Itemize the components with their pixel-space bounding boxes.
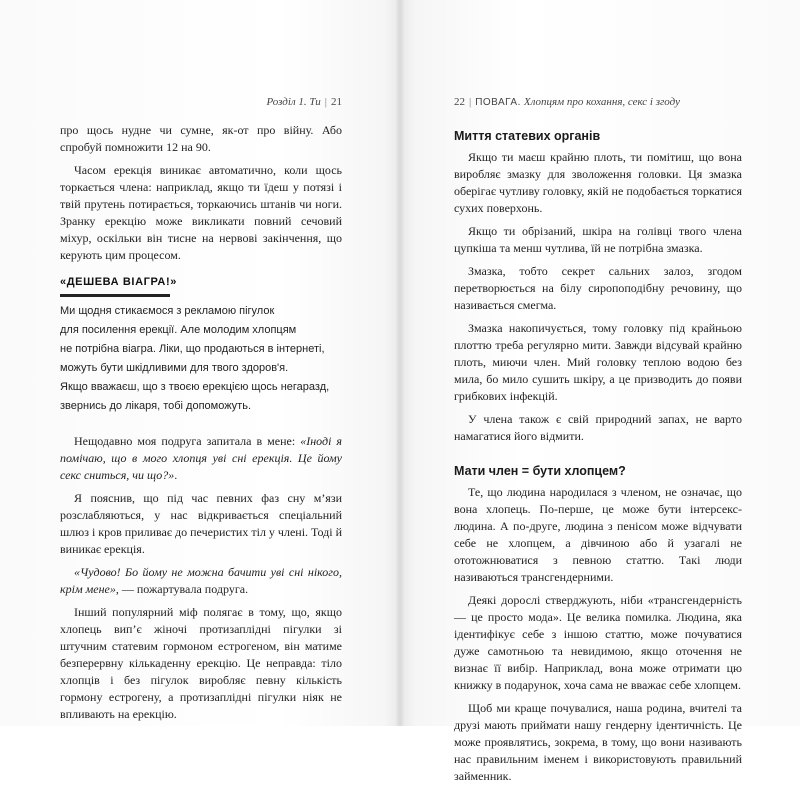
left-page-number: 21 — [331, 96, 342, 108]
text-run: . — [174, 468, 178, 482]
left-page — [0, 0, 400, 726]
sidebar-line: звернись до лікаря, тобі допоможуть. — [60, 400, 252, 412]
right-page — [400, 0, 800, 783]
right-running-section: ПОВАГА. — [475, 97, 521, 108]
paragraph: Якщо ти маєш крайню плоть, ти помітиш, що вона виробляє змазку для зволоження головки. Ця змазка оберігає чутливу головку, якій не подобається торкатися сухих поверхонь. — [454, 150, 742, 215]
paragraph: про щось нудне чи сумне, як-от про війну. Або спробуй помножити 12 на 90. — [60, 123, 342, 154]
sidebar-line: можуть бути шкідливими для твого здоров'я. — [60, 362, 289, 374]
paragraph: У члена також є свій природний запах, не варто намагатися його відмити. — [454, 412, 742, 443]
italic-quote: «Чудово! Бо йому не можна бачити уві сні нікого, крім мене» — [60, 565, 342, 596]
right-running-title: Хлопцям про кохання, секс і згоду — [523, 96, 680, 108]
italic-quote: «Іноді я помічаю, що в мого хлопця уві сні ерекція. Це йому секс сниться, чи що?» — [60, 434, 342, 482]
sidebar-line: не потрібна віагра. Ліки, що продаються в інтернеті, — [60, 343, 325, 355]
left-text-column — [60, 122, 342, 729]
paragraph: Змазка накопичується, тому головку під крайньою плоттю треба регулярно мити. Завжди відсувай крайню плоть, миючи член. Мий головку теплою водою без мила, бо мило сушить шкіру, а це призводить до появи грибкових інфекцій. — [454, 321, 742, 403]
paragraph: Змазка, тобто секрет сальних залоз, згодом перетворюється на білу сиропоподібну речовину, що називається смегма. — [454, 264, 742, 312]
sidebar-line: Якщо вважаєш, що з твоєю ерекцією щось негаразд, — [60, 381, 330, 393]
text-run: Нещодавно моя подруга запитала в мене: — [74, 434, 301, 448]
paragraph: Інший популярний міф полягає в тому, що, якщо хлопець вип’є жіночі протизаплідні пігулки зі штучним статевим гормоном естрогеном, він матиме безперервну кількаденну ерекцію. Це неправда: тіло хлопців і без пігулок виробляє певну кількість гормону естрогену, а протизаплідні пігулки ніяк не впливають на ерекцію. — [60, 605, 342, 721]
section-heading-identity: Мати член = бути хлопцем? — [454, 464, 626, 478]
left-running-head — [266, 96, 342, 108]
section-heading-hygiene: Миття статевих органів — [454, 129, 601, 143]
right-page-number: 22 — [454, 96, 465, 108]
paragraph: Щоб ми краще почувалися, наша родина, вчителі та друзі мають приймати нашу гендерну ідентичність. Це може проявлятись, зокрема, в тому, що вони називають нас правильним іменем і використовують правильний займенник. — [454, 701, 742, 783]
sidebar-line: Ми щодня стикаємося з рекламою пігулок — [60, 305, 275, 317]
paragraph: Часом ерекція виникає автоматично, коли щось торкається члена: наприклад, якщо ти їдеш у потязі і твій прутень потирається, торкаючись штанів чи ноги. Зранку ерекцію може викликати повний сечовий міхур, оскільки він тисне на нервові закінчення, що керують цим процесом. — [60, 163, 342, 262]
paragraph: Деякі дорослі стверджують, ніби «трансгендерність — це просто мода». Це велика помилка. Людина, яка ідентифікує себе з іншою статтю, може почуватися дуже самотньою та невидимою, якщо оточення не визнає її вибір. Наприклад, вона може отримати цю книжку в подарунок, хоча сама не вважає себе хлопцем. — [454, 593, 742, 692]
paragraph: Те, що людина народилася з членом, не означає, що вона хлопець. По-перше, це може бути інтерсекс-людина. А по-друге, людина з пенісом може відчувати себе не хлопцем, а дівчиною або й узагалі не ототожнюватися з певною статтю. Такі люди називаються трансгендерними. — [454, 485, 742, 584]
sidebar-title: «ДЕШЕВА ВІАГРА!» — [60, 276, 177, 288]
sidebar-box — [60, 276, 342, 415]
paragraph-friend-joke — [60, 564, 342, 598]
running-head-separator: | — [324, 96, 327, 108]
running-head-separator: | — [469, 96, 472, 108]
paragraph: Я пояснив, що під час певних фаз сну м’язи розслабляються, у нас відкривається спеціальний шлюз і кров приливає до печеристих тіл у члені. Тоді й виникає ерекція. — [60, 491, 342, 556]
right-text-column — [454, 122, 742, 791]
sidebar-rule — [60, 294, 170, 297]
right-running-head — [454, 96, 680, 108]
left-running-title: Розділ 1. Ти — [266, 96, 321, 108]
paragraph-friend-question — [60, 433, 342, 484]
text-run: , — пожартувала подруга. — [115, 582, 249, 596]
paragraph: Якщо ти обрізаний, шкіра на голівці твого члена цупкіша та менш чутлива, їй не потрібна змазка. — [454, 224, 742, 255]
sidebar-line: для посилення ерекції. Але молодим хлопцям — [60, 324, 297, 336]
